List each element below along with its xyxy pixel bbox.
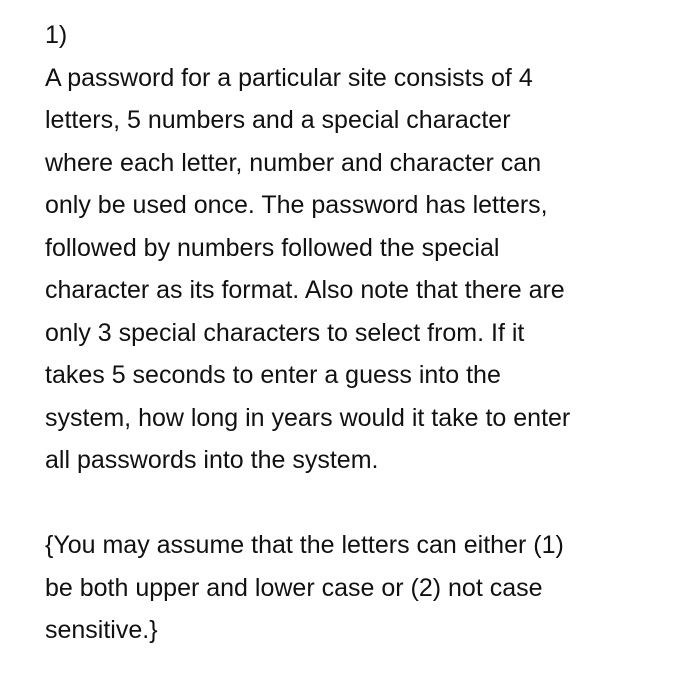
question-note-line: sensitive.} (45, 616, 158, 644)
paragraph-gap (45, 482, 665, 525)
question-body-line: character as its format. Also note that there are (45, 276, 565, 304)
question-body-line: letters, 5 numbers and a special character (45, 106, 511, 134)
question-body (45, 57, 665, 482)
question-body-line: followed by numbers followed the special (45, 233, 500, 262)
question-body-line: only be used once. The password has letters, (45, 191, 548, 219)
question-note-line: be both upper and lower case or (2) not case (45, 573, 543, 602)
question-number: 1) (45, 21, 68, 49)
question-body-line: A password for a particular site consists of 4 (45, 63, 533, 92)
question-body-line: all passwords into the system. (45, 446, 379, 474)
question-note (45, 524, 665, 652)
question-note-line: {You may assume that the letters can either (1) (45, 531, 564, 559)
question-body-line: only 3 special characters to select from. If it (45, 318, 525, 347)
question-body-line: system, how long in years would it take to enter (45, 403, 571, 432)
question-document (45, 14, 665, 652)
question-body-line: takes 5 seconds to enter a guess into the (45, 361, 501, 389)
question-body-line: where each letter, number and character can (45, 148, 542, 177)
